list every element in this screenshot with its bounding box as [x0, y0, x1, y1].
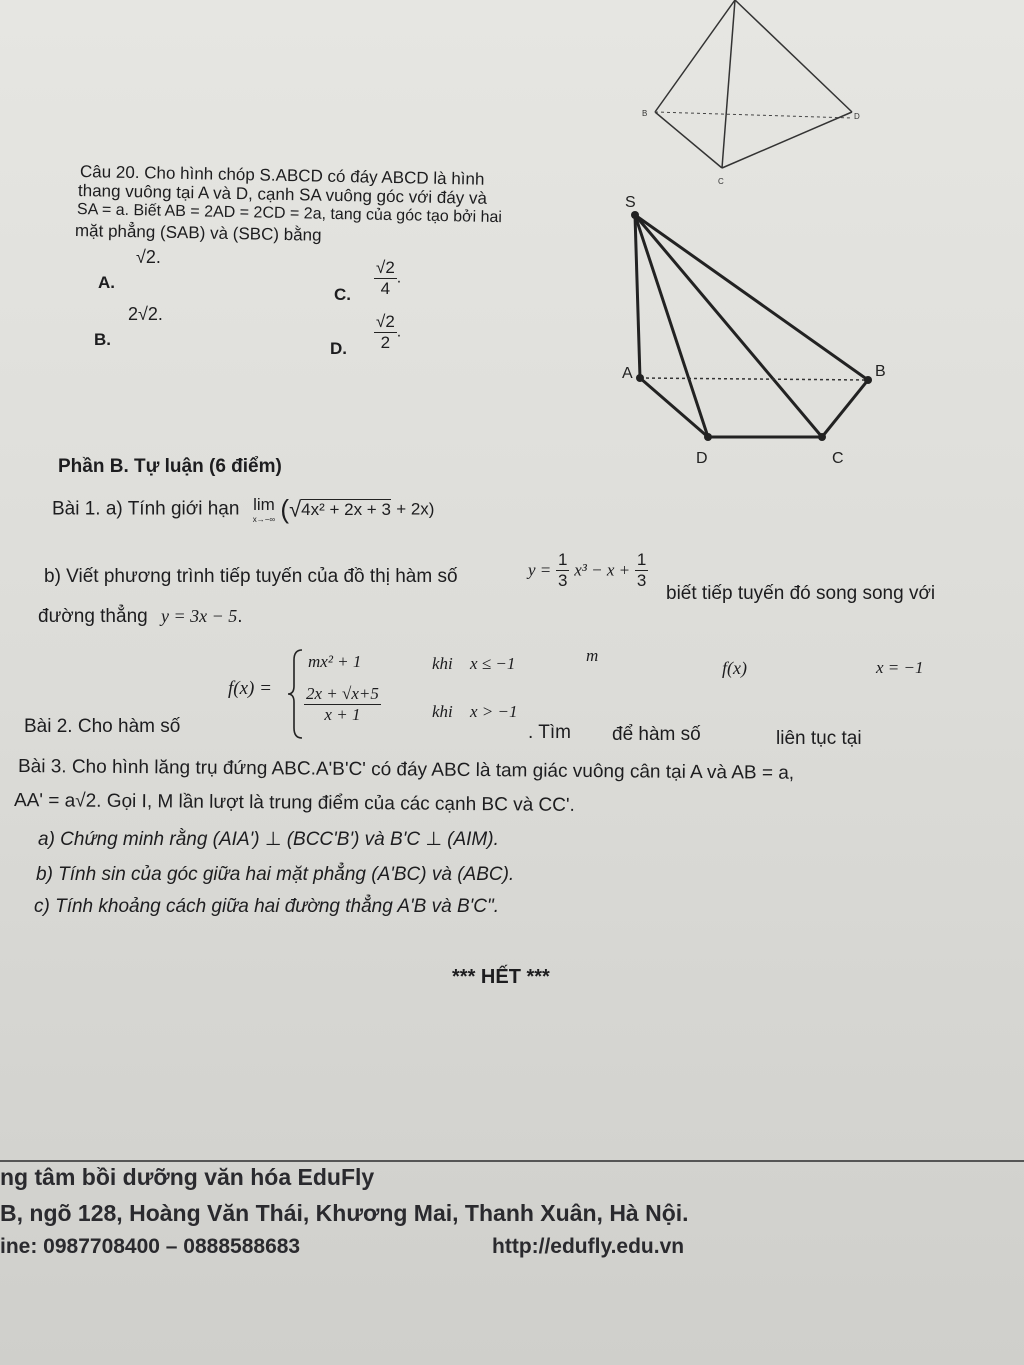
bai1-a-tail: + 2x): [396, 499, 435, 519]
label-b: B: [875, 363, 886, 380]
bai1-a-lim-word: lim: [253, 495, 275, 514]
bai1-b-line-eq: y = 3x − 5: [161, 606, 238, 626]
bai2-de-ham-so: để hàm số: [612, 724, 701, 745]
option-c-fraction: [374, 258, 397, 299]
footer-divider: [0, 1160, 1024, 1162]
bai2-case2-frac: [304, 684, 381, 725]
footer-phone: ine: 0987708400 – 0888588683: [0, 1235, 301, 1258]
top-label-b: B: [642, 109, 648, 118]
bai1-a-sqrt-sign: √: [289, 496, 302, 522]
option-d-tail: .: [396, 323, 402, 341]
bai1-b-line2-text: đường thẳng: [38, 606, 148, 627]
q20-line-4: [75, 222, 322, 244]
footer-line-1: ng tâm bồi dưỡng văn hóa EduFly: [0, 1164, 375, 1190]
bai2-m: m: [586, 646, 599, 665]
bai1-a-lim-sub: x→−∞: [252, 515, 276, 524]
option-c-num: √2: [376, 258, 395, 277]
bai1-a: [52, 494, 434, 525]
bai2-tim: . Tìm: [528, 722, 571, 743]
option-b-value: 2√2.: [128, 304, 163, 324]
bai1-b-func: [528, 550, 648, 591]
option-b-label: B.: [94, 330, 111, 349]
option-d-label: D.: [330, 339, 347, 358]
label-a: A: [622, 365, 633, 382]
top-label-c: C: [718, 177, 724, 186]
bai2-case1-cond: x ≤ −1: [470, 654, 516, 673]
label-d: D: [696, 450, 708, 467]
q20-line-1-text: Câu 20. Cho hình chóp S.ABCD có đáy ABCD là hình: [79, 162, 485, 189]
option-a-label: A.: [98, 273, 115, 292]
q20-line-3-text: SA = a. Biết AB = 2AD = 2CD = 2a, tang của góc tạo bởi hai: [76, 201, 503, 227]
bai1-b-frac1-den: 3: [558, 571, 568, 590]
bai2-case2-cond: x > −1: [470, 702, 518, 721]
option-c-tail: .: [396, 269, 402, 287]
option-d-fraction: [374, 312, 397, 353]
q20-line-2-text: thang vuông tại A và D, cạnh SA vuông góc với đáy và: [77, 181, 488, 208]
main-pyramid-figure: [610, 185, 910, 475]
bai2-case2-fraction: [304, 684, 381, 725]
bai3-part-c: c) Tính khoảng cách giữa hai đường thẳng A'B và B'C".: [34, 896, 500, 917]
bai1-a-text: Bài 1. a) Tính giới hạn: [52, 498, 240, 520]
bai2-brace: [286, 648, 306, 740]
bai1-b: [44, 566, 458, 588]
bai3-part-a: a) Chứng minh rằng (AIA') ⊥ (BCC'B') và B'C ⊥ (AIM).: [38, 829, 499, 850]
option-c-label: C.: [334, 285, 351, 304]
end-marker: *** HẾT ***: [452, 966, 550, 988]
bai3-line1: Bài 3. Cho hình lăng trụ đứng ABC.A'B'C' có đáy ABC là tam giác vuông cân tại A và AB = a,: [17, 756, 795, 784]
bai2-label: Bài 2. Cho hàm số: [24, 716, 181, 737]
top-label-d: D: [854, 112, 860, 121]
bai2-lien-tuc: liên tục tại: [776, 728, 862, 749]
bai2-case1-expr: mx² + 1: [308, 652, 362, 671]
option-c-den: 4: [380, 279, 391, 298]
bai1-b-frac2-den: 3: [636, 571, 647, 590]
bai3-line2: AA' = a√2. Gọi I, M lần lượt là trung điểm của các cạnh BC và CC'.: [13, 790, 575, 816]
label-s: S: [625, 194, 636, 211]
bai1-a-lim: [253, 495, 275, 524]
bai1-b-func-mid: x³ − x +: [574, 560, 631, 580]
bai2-fx-small: f(x): [722, 658, 747, 678]
option-a-value: √2.: [136, 247, 161, 267]
label-c: C: [832, 450, 844, 467]
option-d-den: 2: [380, 333, 391, 352]
bai1-b-text2: biết tiếp tuyến đó song song với: [666, 583, 936, 604]
bai1-b-line-eq-period: .: [237, 606, 243, 627]
bai2-case2-den: x + 1: [324, 705, 361, 724]
bai1-b-frac2: [635, 550, 648, 591]
bai1-a-expr: (: [280, 494, 290, 524]
bai1-b-frac1-num: 1: [558, 550, 568, 569]
option-c-value: [374, 258, 401, 299]
q20-line-4-text: mặt phẳng (SAB) và (SBC) bằng: [74, 221, 322, 245]
bai1-b-frac2-num: 1: [636, 550, 647, 569]
bai1-b-func-prefix: y =: [528, 560, 552, 580]
bai2-case2-khi: khi: [432, 702, 453, 721]
option-d-num: √2: [376, 312, 395, 331]
footer-line-2: B, ngõ 128, Hoàng Văn Thái, Khương Mai, Thanh Xuân, Hà Nội.: [0, 1200, 689, 1226]
bai2-x-eq: x = −1: [876, 658, 924, 677]
part-b-title: Phần B. Tự luận (6 điểm): [58, 456, 282, 477]
bai1-b-line2: [38, 606, 243, 628]
bai2-fx: f(x) =: [228, 678, 272, 699]
bai1-a-radicand: 4x² + 2x + 3: [301, 499, 391, 519]
bai3-part-b: b) Tính sin của góc giữa hai mặt phẳng (A'BC) và (ABC).: [36, 864, 515, 885]
bai2-case1-khi: khi: [432, 654, 453, 673]
footer-url: http://edufly.edu.vn: [492, 1235, 685, 1258]
bai2-case2-num: 2x + √x+5: [306, 684, 379, 703]
bai1-b-text: b) Viết phương trình tiếp tuyến của đồ thị hàm số: [44, 566, 458, 587]
top-pyramid-figure: [630, 0, 880, 195]
bai1-b-frac1: [556, 550, 569, 591]
option-d-value: [374, 312, 401, 353]
